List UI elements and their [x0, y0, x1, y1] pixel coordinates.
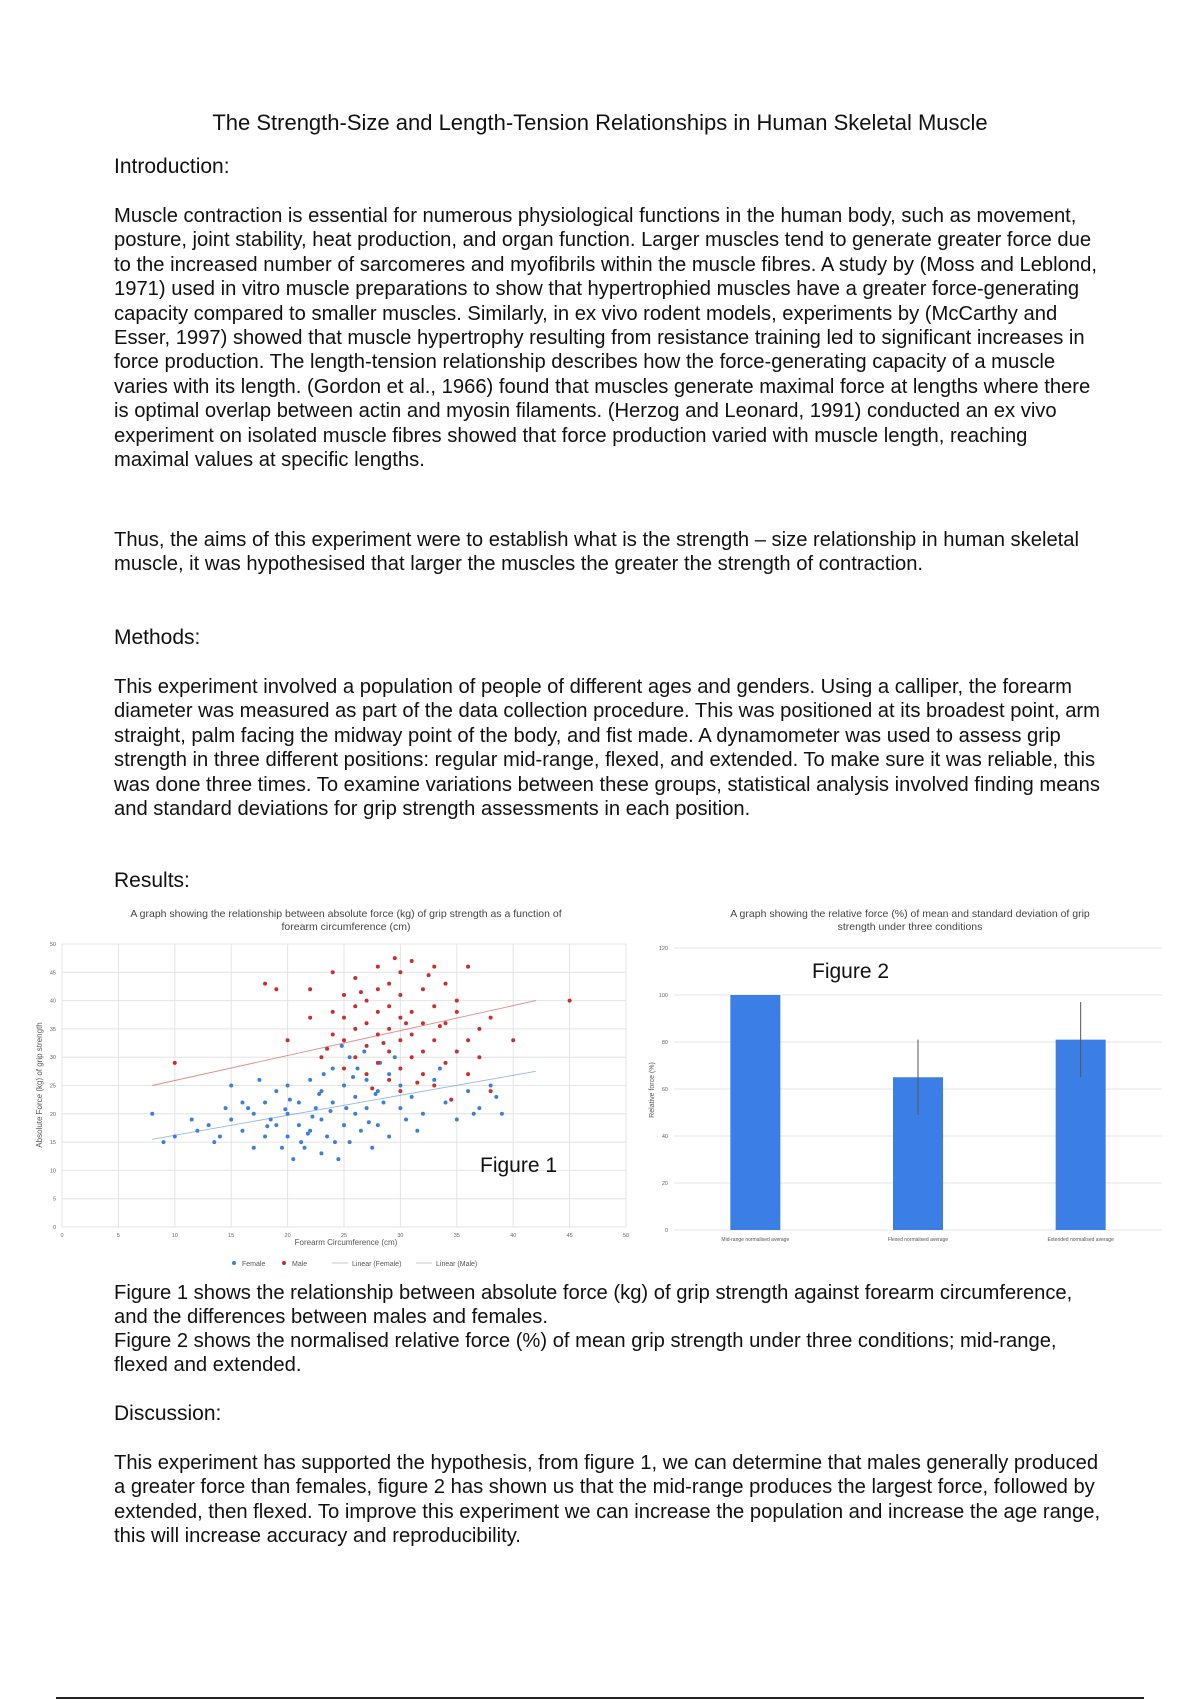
figure1-point-male [331, 1010, 335, 1014]
figure1-point-male [387, 982, 391, 986]
figure1-point-female [398, 1106, 402, 1110]
discussion-heading: Discussion: [114, 1402, 222, 1425]
figure1-point-male [511, 1038, 515, 1042]
figure1-point-male [398, 1067, 402, 1071]
figure1-point-female [263, 1100, 267, 1104]
legend-linear-female-label: Linear (Female) [352, 1261, 402, 1268]
figure1-point-male [432, 1004, 436, 1008]
introduction-paragraph: Muscle contraction is essential for numerous physiological functions in the human body, such as movement, posture, joint stability, heat production, and organ function. Larger muscles tend to generate greater force due to the increased number of sarcomeres and myofibrils within the muscle fibres. A study by (Moss and Leblond, 1971) used in vitro muscle preparations to show that hypertrophied muscles have a greater force-generating capacity compared to smaller muscles. Similarly, in ex vivo rodent models, experiments by (McCarthy and Esser, 1997) showed that muscle hypertrophy resulting from resistance training led to significant increases in force production. The length-tension relationship describes how the force-generating capacity of a muscle varies with its length. (Gordon et al., 1966) found that muscles generate maximal force at lengths where there is optimal overlap between actin and myosin filaments. (Herzog and Leonard, 1991) conducted an ex vivo experiment on isolated muscle fibres showed that force production varied with muscle length, reaching maximal values at specific lengths. [114, 205, 1097, 472]
figure1-point-female [310, 1115, 314, 1119]
figure1-point-female [218, 1134, 222, 1138]
figure2-title-line1: A graph showing the relative force (%) of mean and standard deviation of grip [730, 908, 1090, 920]
discussion-paragraph: This experiment has supported the hypothesis, from figure 1, we can determine that males generally produced a greater force than females, figure 2 has shown us that the mid-range produces the largest force, followed by extended, then flexed. To improve this experiment we can increase the population and increase the age range, this will increase accuracy and reproducibility. [114, 1452, 1101, 1548]
figure1-point-female [398, 1084, 402, 1088]
figure1-point-male [410, 1033, 414, 1037]
figure1-point-female [331, 1067, 335, 1071]
figure2-y-tick-label: 40 [661, 1134, 668, 1140]
figure1-point-female [173, 1134, 177, 1138]
figure1-point-male [489, 1016, 493, 1020]
figure1-point-female [387, 1134, 391, 1138]
figure1-point-male [421, 1021, 425, 1025]
figure1-x-tick-label: 35 [453, 1233, 460, 1239]
figure1-point-male [365, 1021, 369, 1025]
figure1-point-male [331, 970, 335, 974]
figure1-point-female [404, 1117, 408, 1121]
figure1-point-male [398, 1089, 402, 1093]
figure1-y-tick-label: 40 [49, 998, 56, 1005]
figure1-point-male [455, 999, 459, 1003]
figure2-y-axis-label: Relative force (%) [649, 1062, 656, 1118]
figure1-point-male [353, 976, 357, 980]
figure2-x-tick-label: Extended normalised average [1047, 1237, 1114, 1243]
figure2-y-tick-label: 20 [661, 1181, 668, 1187]
legend-male-label: Male [292, 1261, 308, 1268]
figure1-x-tick-label: 30 [397, 1233, 404, 1239]
figure1-point-male [410, 959, 414, 963]
figure1-point-female [393, 1055, 397, 1059]
figure1-point-male [353, 1055, 357, 1059]
figure1-y-tick-label: 20 [49, 1111, 56, 1118]
figure1-point-male [353, 1027, 357, 1031]
figure1-chart [26, 900, 640, 1272]
figure1-x-tick-label: 5 [116, 1233, 120, 1239]
figure1-point-male [308, 987, 312, 991]
figure1-point-female [319, 1117, 323, 1121]
figure1-point-female [240, 1129, 244, 1133]
figure1-title-line2: forearm circumference (cm) [281, 921, 411, 933]
figure1-y-tick-label: 0 [52, 1225, 56, 1231]
figure1-point-male [387, 1078, 391, 1082]
figure1-x-tick-label: 50 [622, 1233, 630, 1239]
figure1-point-male [308, 1016, 312, 1020]
figure1-title-line1: A graph showing the relationship between absolute force (kg) of grip strength as a function of [130, 908, 562, 920]
figure1-point-female [274, 1123, 278, 1127]
figure1-point-female [190, 1117, 194, 1121]
figure1-point-female [410, 1095, 414, 1099]
figure2-y-tick-label: 60 [661, 1087, 668, 1093]
figure1-point-male [263, 982, 267, 986]
figure1-point-female [150, 1112, 154, 1116]
figure1-point-male [444, 1021, 448, 1025]
legend-female-label: Female [242, 1261, 266, 1268]
methods-paragraph: This experiment involved a population of people of different ages and genders. Using a calliper, the forearm diameter was measured as part of the data collection procedure. This was positioned at its broadest point, arm straight, palm facing the midway point of the body, and fist made. A dynamometer was used to assess grip strength in three different positions: regular mid-range, flexed, and extended. To make sure it was reliable, this was done three times. To examine variations between these groups, statistical analysis involved finding means and standard deviations for grip strength assessments in each position. [114, 676, 1100, 821]
figure1-point-female [252, 1146, 256, 1150]
figure1-y-tick-label: 30 [49, 1055, 56, 1062]
figure2-chart [640, 900, 1174, 1272]
figure1-point-female [229, 1084, 233, 1088]
figure1-point-female [263, 1134, 267, 1138]
figure1-point-female [252, 1112, 256, 1116]
figure1-point-male [393, 956, 397, 960]
figure1-point-female [308, 1078, 312, 1082]
figure1-caption: Figure 1 shows the relationship between absolute force (kg) of grip strength against forearm circumference, and the differences between males and females. [114, 1282, 1073, 1329]
figure1-y-tick-label: 25 [49, 1083, 56, 1090]
figure1-point-male [398, 1016, 402, 1020]
figure1-point-male [173, 1061, 177, 1065]
figure1-point-female [370, 1146, 374, 1150]
figure1-point-male [432, 1084, 436, 1088]
figure1-point-female [351, 1075, 355, 1079]
figure1-point-female [280, 1146, 284, 1150]
figure1-point-female [365, 1078, 369, 1082]
figure1-point-female [340, 1044, 344, 1048]
figure2-x-tick-label: Mid-range normalised average [721, 1237, 790, 1243]
figure1-point-female [322, 1072, 326, 1076]
figure1-point-female [455, 1117, 459, 1121]
figure1-y-tick-label: 45 [49, 970, 56, 977]
figure1-point-female [283, 1107, 287, 1111]
figure2-bar [730, 995, 780, 1230]
figure1-point-female [286, 1112, 290, 1116]
figure1-x-tick-label: 25 [340, 1233, 348, 1239]
figure1-point-female [274, 1089, 278, 1093]
figure1-y-tick-label: 5 [52, 1196, 56, 1203]
figure1-point-female [333, 1140, 337, 1144]
figure1-point-female [246, 1106, 250, 1110]
figure1-point-male [410, 1010, 414, 1014]
figure1-point-female [348, 1140, 352, 1144]
figure1-point-male [477, 1027, 481, 1031]
figure1-point-female [353, 1095, 357, 1099]
figure1-point-female [472, 1112, 476, 1116]
figure1-point-female [286, 1134, 290, 1138]
figure1-point-female [229, 1117, 233, 1121]
figure1-point-female [477, 1106, 481, 1110]
figure1-point-male [376, 1033, 380, 1037]
figure1-x-tick-label: 0 [60, 1233, 64, 1239]
figure1-point-male [432, 1038, 436, 1042]
figure1-point-male [489, 1089, 493, 1093]
figure1-plot [26, 900, 640, 1272]
figure1-point-male [376, 987, 380, 991]
figure1-point-male [353, 1004, 357, 1008]
figure2-plot [640, 900, 1174, 1272]
figure1-point-male [398, 993, 402, 997]
figure1-point-male [376, 965, 380, 969]
figure1-point-female [286, 1084, 290, 1088]
figure1-point-female [240, 1100, 244, 1104]
figure1-point-female [344, 1106, 348, 1110]
figure1-point-female [466, 1089, 470, 1093]
figure1-point-female [317, 1092, 321, 1096]
figure2-x-tick-label: Flexed normalised average [887, 1237, 949, 1243]
figure1-point-male [421, 1072, 425, 1076]
figure1-point-male [387, 1027, 391, 1031]
figure1-point-female [291, 1157, 295, 1161]
figure1-point-male [421, 987, 425, 991]
figure1-x-axis-label: Forearm Circumference (cm) [294, 1238, 398, 1247]
figure1-point-female [162, 1140, 166, 1144]
figure1-y-tick-label: 50 [49, 942, 56, 948]
figure1-point-male [370, 1086, 374, 1090]
figure1-point-female [299, 1140, 303, 1144]
figure1-point-male [568, 999, 572, 1003]
figure1-point-male [387, 1050, 391, 1054]
figure1-point-female [494, 1095, 498, 1099]
figure1-point-female [376, 1123, 380, 1127]
figure1-point-female [356, 1067, 360, 1071]
figure1-point-female [212, 1140, 216, 1144]
figure1-point-male [365, 1044, 369, 1048]
figure1-point-male [342, 993, 346, 997]
figure1-point-female [362, 1050, 366, 1054]
legend-male-marker [282, 1261, 286, 1265]
figure1-point-female [381, 1100, 385, 1104]
figure1-legend [232, 1261, 477, 1268]
figure1-point-male [342, 1038, 346, 1042]
figure1-point-female [421, 1112, 425, 1116]
figure1-point-female [328, 1109, 332, 1113]
results-heading: Results: [114, 869, 190, 892]
figure1-point-male [376, 1061, 380, 1065]
figure1-y-tick-label: 15 [49, 1140, 56, 1147]
figure1-point-male [274, 987, 278, 991]
figure1-point-male [410, 1055, 414, 1059]
figure1-point-male [449, 1098, 453, 1102]
figure1-point-female [303, 1146, 307, 1150]
figure1-point-female [297, 1123, 301, 1127]
figure2-y-tick-label: 100 [658, 993, 668, 999]
figure1-point-female [387, 1072, 391, 1076]
figure2-caption: Figure 2 shows the normalised relative force (%) of mean grip strength under three conditions; mid-range, flexed and extended. [114, 1330, 1057, 1377]
figure1-point-male [331, 1033, 335, 1037]
figure1-point-male [415, 1081, 419, 1085]
figure2-title-line2: strength under three conditions [837, 921, 983, 933]
figure2-y-tick-label: 0 [664, 1228, 668, 1234]
figure1-point-male [466, 1038, 470, 1042]
figure1-point-male [359, 990, 363, 994]
introduction-heading: Introduction: [114, 155, 230, 178]
figure1-point-female [374, 1092, 378, 1096]
figure1-x-tick-label: 20 [284, 1233, 291, 1239]
figure1-point-male [477, 1055, 481, 1059]
aims-paragraph: Thus, the aims of this experiment were to establish what is the strength – size relationship in human skeletal muscle, it was hypothesised that larger the muscles the greater the strength of contraction. [114, 529, 1079, 576]
figure1-point-male [376, 1010, 380, 1014]
figure1-point-female [500, 1112, 504, 1116]
figure1-x-tick-label: 15 [228, 1233, 235, 1239]
figure1-point-female [207, 1123, 211, 1127]
figure1-point-male [455, 1050, 459, 1054]
figure2-y-tick-label: 120 [658, 946, 668, 952]
figure1-point-female [265, 1124, 269, 1128]
figure1-point-male [427, 973, 431, 977]
figure1-point-female [353, 1112, 357, 1116]
legend-linear-male-label: Linear (Male) [436, 1261, 478, 1268]
figure1-point-female [306, 1132, 310, 1136]
figure1-point-male [286, 1038, 290, 1042]
figure1-point-female [269, 1117, 273, 1121]
figure1-y-tick-label: 10 [49, 1168, 56, 1175]
methods-heading: Methods: [114, 626, 201, 649]
figure1-point-female [365, 1106, 369, 1110]
figure1-point-female [432, 1078, 436, 1082]
figure1-point-male [455, 1010, 459, 1014]
figure2-label: Figure 2 [812, 960, 890, 983]
figure1-point-female [342, 1123, 346, 1127]
figure1-point-female [319, 1151, 323, 1155]
figure1-point-male [342, 1067, 346, 1071]
figure1-point-male [438, 1024, 442, 1028]
figure1-point-male [319, 1055, 323, 1059]
figure1-x-tick-label: 40 [510, 1233, 517, 1239]
figure1-point-male [342, 1016, 346, 1020]
figure1-point-female [438, 1067, 442, 1071]
figure1-point-male [365, 999, 369, 1003]
figure1-x-tick-label: 10 [171, 1233, 178, 1239]
figure1-point-female [489, 1084, 493, 1088]
page-bottom-rule [56, 1697, 1144, 1699]
figure1-point-female [257, 1078, 261, 1082]
figure1-point-male [398, 970, 402, 974]
figure1-point-male [381, 1041, 385, 1045]
figure1-point-male [387, 1004, 391, 1008]
figure1-point-female [348, 1055, 352, 1059]
figure1-point-female [444, 1100, 448, 1104]
figure1-point-female [195, 1129, 199, 1133]
figure1-point-female [325, 1134, 329, 1138]
figure1-point-female [342, 1084, 346, 1088]
figure1-point-female [314, 1106, 318, 1110]
figure1-point-female [336, 1157, 340, 1161]
figure2-y-tick-label: 80 [661, 1040, 668, 1046]
figure1-point-male [466, 965, 470, 969]
figure1-point-male [325, 1047, 329, 1051]
figure1-point-male [365, 1072, 369, 1076]
figure1-point-female [331, 1100, 335, 1104]
figure1-y-tick-label: 35 [49, 1026, 56, 1033]
figure1-x-tick-label: 45 [566, 1233, 573, 1239]
figure1-point-female [288, 1098, 292, 1102]
figure1-point-male [444, 1061, 448, 1065]
figure1-y-axis-label: Absolute Force (kg) of grip strength [35, 1022, 44, 1148]
figure1-point-male [432, 965, 436, 969]
figure1-point-female [224, 1106, 228, 1110]
document-title: The Strength-Size and Length-Tension Relationships in Human Skeletal Muscle [212, 110, 988, 135]
figure1-point-male [444, 982, 448, 986]
figure1-point-male [421, 1050, 425, 1054]
figure1-point-female [359, 1129, 363, 1133]
figure1-point-female [367, 1120, 371, 1124]
figure1-point-male [404, 1021, 408, 1025]
figure1-point-male [466, 1072, 470, 1076]
figure1-point-female [297, 1100, 301, 1104]
legend-female-marker [232, 1261, 236, 1265]
figure1-label: Figure 1 [480, 1154, 558, 1177]
figure1-point-female [415, 1129, 419, 1133]
figure1-point-male [398, 1038, 402, 1042]
